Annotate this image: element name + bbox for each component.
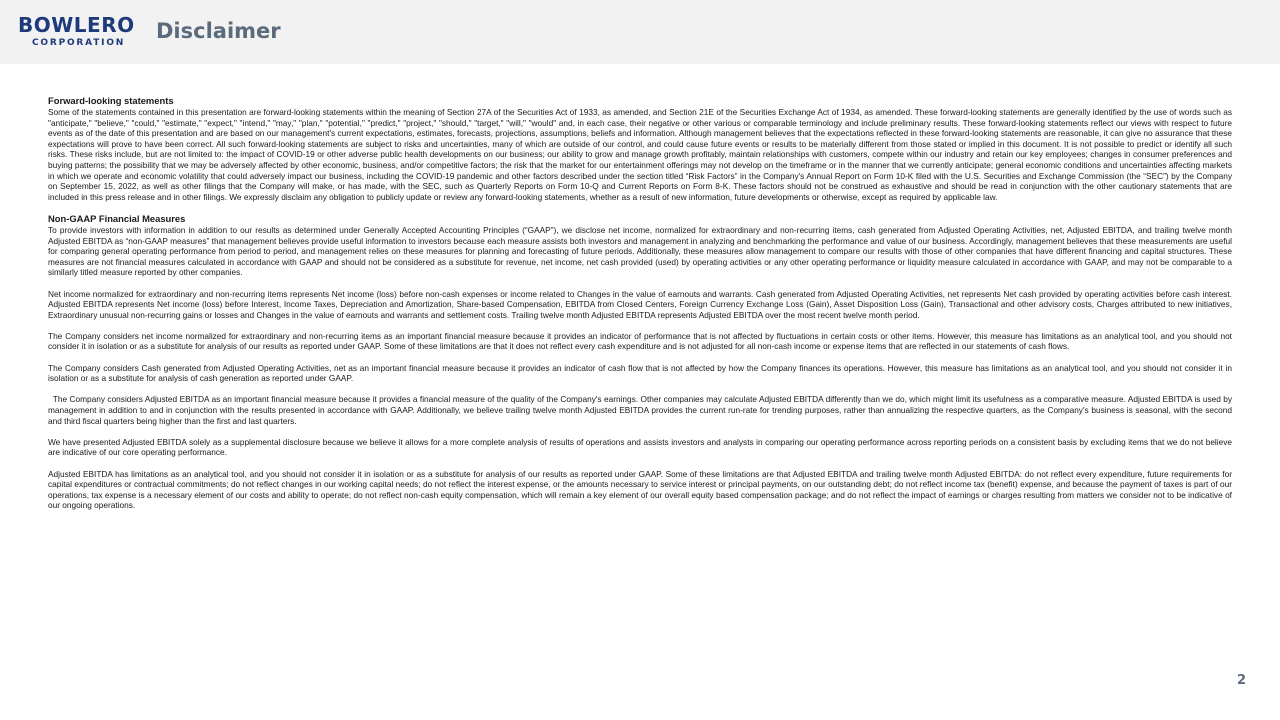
bowlero-logo xyxy=(18,14,138,54)
non-gaap-paragraph: We have presented Adjusted EBITDA solely as a supplemental disclosure because we believe it allows for a more complete analysis of results of operations and assists investors and analysts in comparing our operating performance across reporting periods on a consistent basis by excluding items that we do not believe are indicative of our core operating performance. xyxy=(48,436,1232,458)
header-bar xyxy=(0,0,1280,64)
logo-wordmark: BOWLERO xyxy=(18,13,135,37)
non-gaap-paragraph: Net income normalized for extraordinary and non-recurring items represents Net income (loss) before non-cash expenses or income related to Changes in the value of earnouts and warrants. Cash generated from Adjusted Operating Activities, net represents Net cash provided by operating activities before cash interest. Adjusted EBITDA represents Net income (loss) before Interest, Income Taxes, Depreciation and Amortization, Share-based Compensation, EBITDA from Closed Centers, Foreign Currency Exchange Loss (Gain), Asset Disposition Loss (Gain), Transactional and other advisory costs, Charges attributed to new initiatives, Extraordinary unusual non-recurring gains or losses and Changes in the value of earnouts and warrants and settlement costs. Trailing twelve month Adjusted EBITDA represents Adjusted EBITDA over the most recent twelve month period. xyxy=(48,288,1232,320)
non-gaap-paragraph: The Company considers net income normalized for extraordinary and non-recurring items as an important financial measure because it provides an indicator of performance that is not affected by fluctuations in certain costs or other items. However, this measure has limitations as an analytical tool, and you should not consider it in isolation or as a substitute for analysis of our results as reported under GAAP. Some of these limitations are that it does not reflect every cash expenditure and is not adjusted for all non-cash income or expense items that are reflected in our statements of cash flows. xyxy=(48,330,1232,352)
disclaimer-body xyxy=(48,95,1232,522)
non-gaap-paragraph: The Company considers Adjusted EBITDA as an important financial measure because it provides a financial measure of the quality of the Company's earnings. Other companies may calculate Adjusted EBITDA differently than we do, which might limit its usefulness as a comparative measure. Adjusted EBITDA is used by management in addition to and in conjunction with the results presented in accordance with GAAP. Additionally, we believe trailing twelve month Adjusted EBITDA provides the current run-rate for trending purposes, rather than annualizing the respective quarters, as the Company's business is seasonal, with the second and third fiscal quarters being higher than the first and last quarters. xyxy=(48,394,1232,426)
forward-looking-heading: Forward-looking statements xyxy=(48,95,174,106)
page-title: Disclaimer xyxy=(156,19,281,43)
forward-looking-paragraph: Some of the statements contained in this presentation are forward-looking statements within the meaning of Section 27A of the Securities Act of 1933, as amended, and Section 21E of the Securities Exchange Act of 1934, as amended. These forward-looking statements are generally identified by the use of words such as "anticipate," "believe," "could," "estimate," "expect," "intend," "may," "plan," "potential," "predict," "project," "should," "target," "will," "would" and, in each case, their negative or other various or comparable terminology and include preliminary results. These forward-looking statements reflect our views with respect to future events as of the date of this presentation and are based on our management's current expectations, estimates, forecasts, projections, assumptions, beliefs and information. Although management believes that the expectations reflected in these forward-looking statements are reasonable, it can give no assurance that these expectations will prove to have been correct. All such forward-looking statements are subject to risks and uncertainties, many of which are outside of our control, and could cause future events or results to be materially different from those stated or implied in this document. It is not possible to predict or identify all such risks. These risks include, but are not limited to: the impact of COVID-19 or other adverse public health developments on our business; our ability to grow and manage growth profitably, maintain relationships with customers, compete within our industry and retain our key employees; changes in consumer preferences and buying patterns; the possibility that we may be adversely affected by other economic, business, and/or competitive factors; the risk that the market for our entertainment offerings may not develop on the timeframe or in the manner that we currently anticipate; general economic conditions and uncertainties affecting markets in which we operate and economic volatility that could adversely impact our business, including the COVID-19 pandemic and other factors described under the section titled “Risk Factors” in the Company's Annual Report on Form 10-K filed with the U.S. Securities and Exchange Commission (the “SEC”) by the Company on September 15, 2022, as well as other filings that the Company will make, or has made, with the SEC, such as Quarterly Reports on Form 10-Q and Current Reports on Form 8-K. These factors should not be construed as exhaustive and should be read in conjunction with the other cautionary statements that are included in this press release and in other filings. We expressly disclaim any obligation to publicly update or review any forward-looking statements, whether as a result of new information, future developments or otherwise, except as required by applicable law. xyxy=(48,107,1232,202)
non-gaap-heading: Non-GAAP Financial Measures xyxy=(48,212,186,224)
non-gaap-paragraph: Adjusted EBITDA has limitations as an analytical tool, and you should not consider it in isolation or as a substitute for analysis of our results as reported under GAAP. Some of these limitations are that Adjusted EBITDA and trailing twelve month Adjusted EBITDA: do not reflect every expenditure, future requirements for capital expenditures or contractual commitments; do not reflect changes in our working capital needs; do not reflect the interest expense, or the amounts necessary to service interest or principal payments, on our outstanding debt; do not reflect income tax (benefit) expense, and because the payment of taxes is part of our operations, tax expense is a necessary element of our costs and ability to operate; do not reflect non-cash equity compensation, which will remain a key element of our overall equity based compensation package; and do not reflect the impact of earnings or charges resulting from matters we consider not to be indicative of our ongoing operations. xyxy=(48,468,1232,511)
non-gaap-paragraph: To provide investors with information in addition to our results as determined under Generally Accepted Accounting Principles (“GAAP”), we disclose net income, normalized for extraordinary and non-recurring items, cash generated from Adjusted Operating Activities, net, Adjusted EBITDA, and trailing twelve month Adjusted EBITDA as “non-GAAP measures” that management believes provide useful information to investors because each measure assists both investors and management in analyzing and benchmarking the performance and value of our business. Accordingly, management believes that these measurements are useful for comparing general operating performance from period to period, and management relies on these measures for planning and forecasting of future periods. Additionally, these measures allow management to compare our results with those of other companies that have different financing and capital structures. These measures are not financial measures calculated in accordance with GAAP and should not be considered as a substitute for revenue, net income, net cash provided (used) by operating activities or any other operating performance or liquidity measure calculated in accordance with GAAP, and may not be comparable to a similarly titled measure reported by other companies. xyxy=(48,224,1232,278)
non-gaap-paragraph: The Company considers Cash generated from Adjusted Operating Activities, net as an important financial measure because it provides an indicator of cash flow that is not affected by how the Company finances its operations. However, this measure has limitations as an analytical tool, and you should not consider it in isolation or as a substitute for analysis of cash generation as reported under GAAP. xyxy=(48,362,1232,384)
logo-subtitle: CORPORATION xyxy=(32,38,126,48)
page-number: 2 xyxy=(1236,673,1246,688)
